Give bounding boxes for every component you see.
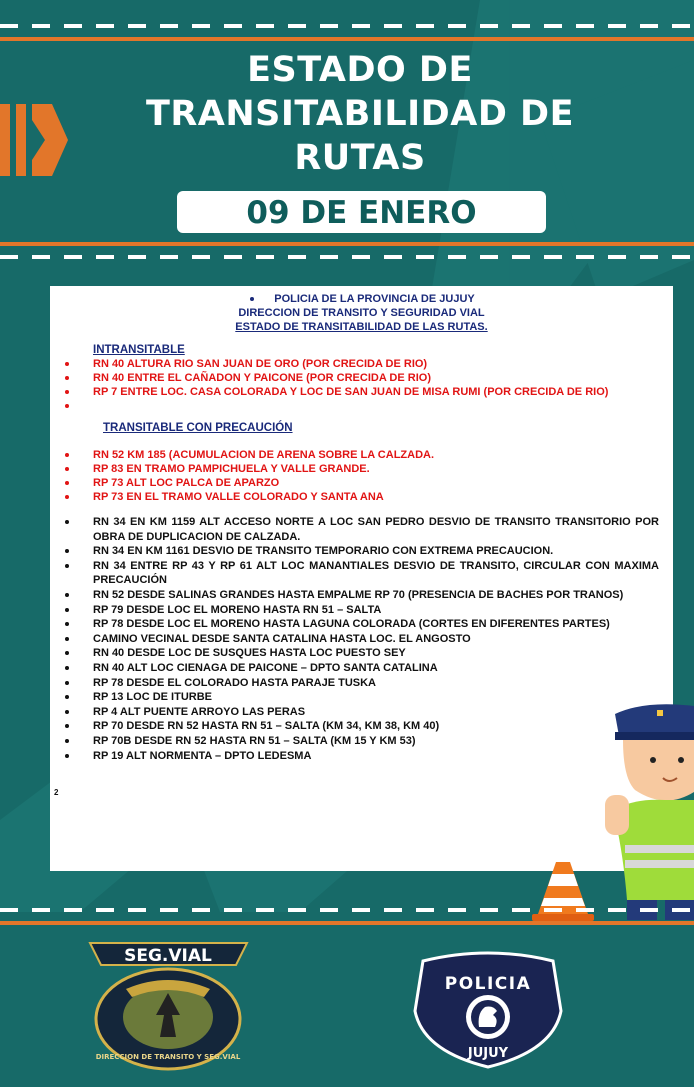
police-officer-illustration bbox=[605, 700, 694, 924]
title-line-3: RUTAS bbox=[294, 138, 426, 178]
mid-orange-line bbox=[0, 242, 694, 246]
list-item: RN 40 ALT LOC CIENAGA DE PAICONE – DPTO SANTA CATALINA bbox=[50, 661, 673, 676]
top-dashed-line bbox=[0, 24, 694, 28]
title-line-2: TRANSITABILIDAD DE bbox=[145, 94, 575, 134]
seg-vial-ring-text: DIRECCION DE TRANSITO Y SEG.VIAL bbox=[95, 1053, 241, 1061]
list-item: RP 70B DESDE RN 52 HASTA RN 51 – SALTA (KM 15 Y KM 53) bbox=[50, 734, 673, 749]
bottom-orange-line bbox=[0, 921, 694, 925]
list-item: RN 40 ENTRE EL CAÑADON Y PAICONE (POR CRECIDA DE RIO) bbox=[50, 371, 673, 385]
section-intransitable-label: INTRANSITABLE bbox=[93, 344, 185, 356]
traffic-cone-icon bbox=[532, 860, 594, 926]
list-item: RN 52 KM 185 (ACUMULACION DE ARENA SOBRE LA CALZADA. bbox=[50, 448, 673, 462]
list-item: RN 34 EN KM 1159 ALT ACCESO NORTE A LOC SAN PEDRO DESVIO DE TRANSITO TRANSITORIO POR OBRA DE DUPLICACION DE CALZADA. bbox=[50, 515, 673, 544]
list-item: RN 40 DESDE LOC DE SUSQUES HASTA LOC PUESTO SEY bbox=[50, 646, 673, 661]
list-item: RP 7 ENTRE LOC. CASA COLORADA Y LOC DE SAN JUAN DE MISA RUMI (POR CRECIDA DE RIO) bbox=[50, 385, 673, 399]
title-line-1: ESTADO DE bbox=[247, 50, 473, 90]
date-banner bbox=[177, 191, 546, 233]
list-item: RN 52 DESDE SALINAS GRANDES HASTA EMPALME RP 70 (PRESENCIA DE BACHES POR TRANOS) bbox=[50, 588, 673, 603]
list-item: RN 34 ENTRE RP 43 Y RP 61 ALT LOC MANANTIALES DESVIO DE TRANSITO, CIRCULAR CON MAXIMA PRECAUCIÓN bbox=[50, 559, 673, 588]
header-line-1: POLICIA DE LA PROVINCIA DE JUJUY bbox=[274, 293, 475, 305]
list-item: RP 78 DESDE LOC EL MORENO HASTA LAGUNA COLORADA (CORTES EN DIFERENTES PARTES) bbox=[50, 617, 673, 632]
report-header bbox=[50, 292, 673, 334]
date-text: 09 DE ENERO bbox=[246, 195, 477, 231]
precaucion-red-list bbox=[50, 448, 673, 504]
report-panel bbox=[50, 286, 673, 871]
section-precaucion-label: TRANSITABLE CON PRECAUCIÓN bbox=[103, 422, 293, 434]
header-line-2: DIRECCION DE TRANSITO Y SEGURIDAD VIAL bbox=[238, 307, 485, 319]
list-item: RP 83 EN TRAMO PAMPICHUELA Y VALLE GRANDE. bbox=[50, 462, 673, 476]
bullet-icon bbox=[250, 297, 254, 301]
header-line-3: ESTADO DE TRANSITABILIDAD DE LAS RUTAS. bbox=[235, 321, 488, 333]
precaucion-list bbox=[50, 515, 673, 763]
list-item: RN 34 EN KM 1161 DESVIO DE TRANSITO TEMPORARIO CON EXTREMA PRECAUCION. bbox=[50, 544, 673, 559]
mid-dashed-line bbox=[0, 255, 694, 259]
list-item: RP 73 ALT LOC PALCA DE APARZO bbox=[50, 476, 673, 490]
seg-vial-badge bbox=[86, 937, 251, 1076]
list-item: RP 4 ALT PUENTE ARROYO LAS PERAS bbox=[50, 705, 673, 720]
page-number: 2 bbox=[54, 788, 59, 797]
policia-jujuy-badge bbox=[413, 951, 563, 1073]
list-item: RP 70 DESDE RN 52 HASTA RN 51 – SALTA (KM 34, KM 38, KM 40) bbox=[50, 719, 673, 734]
policia-jujuy-text: JUJUY bbox=[467, 1046, 509, 1061]
page-title bbox=[60, 48, 660, 180]
list-item: RP 78 DESDE EL COLORADO HASTA PARAJE TUSKA bbox=[50, 676, 673, 691]
list-item: CAMINO VECINAL DESDE SANTA CATALINA HASTA LOC. EL ANGOSTO bbox=[50, 632, 673, 647]
list-item: RP 73 EN EL TRAMO VALLE COLORADO Y SANTA ANA bbox=[50, 490, 673, 504]
policia-title: POLICIA bbox=[444, 974, 532, 994]
bottom-dashed-line bbox=[0, 908, 694, 912]
intransitable-list bbox=[50, 357, 673, 413]
list-item: RN 40 ALTURA RIO SAN JUAN DE ORO (POR CRECIDA DE RIO) bbox=[50, 357, 673, 371]
top-orange-line bbox=[0, 37, 694, 41]
list-item: RP 19 ALT NORMENTA – DPTO LEDESMA bbox=[50, 749, 673, 764]
seg-vial-title: SEG.VIAL bbox=[124, 946, 212, 966]
list-item: RP 13 LOC DE ITURBE bbox=[50, 690, 673, 705]
list-item bbox=[50, 399, 673, 413]
list-item: RP 79 DESDE LOC EL MORENO HASTA RN 51 – SALTA bbox=[50, 603, 673, 618]
